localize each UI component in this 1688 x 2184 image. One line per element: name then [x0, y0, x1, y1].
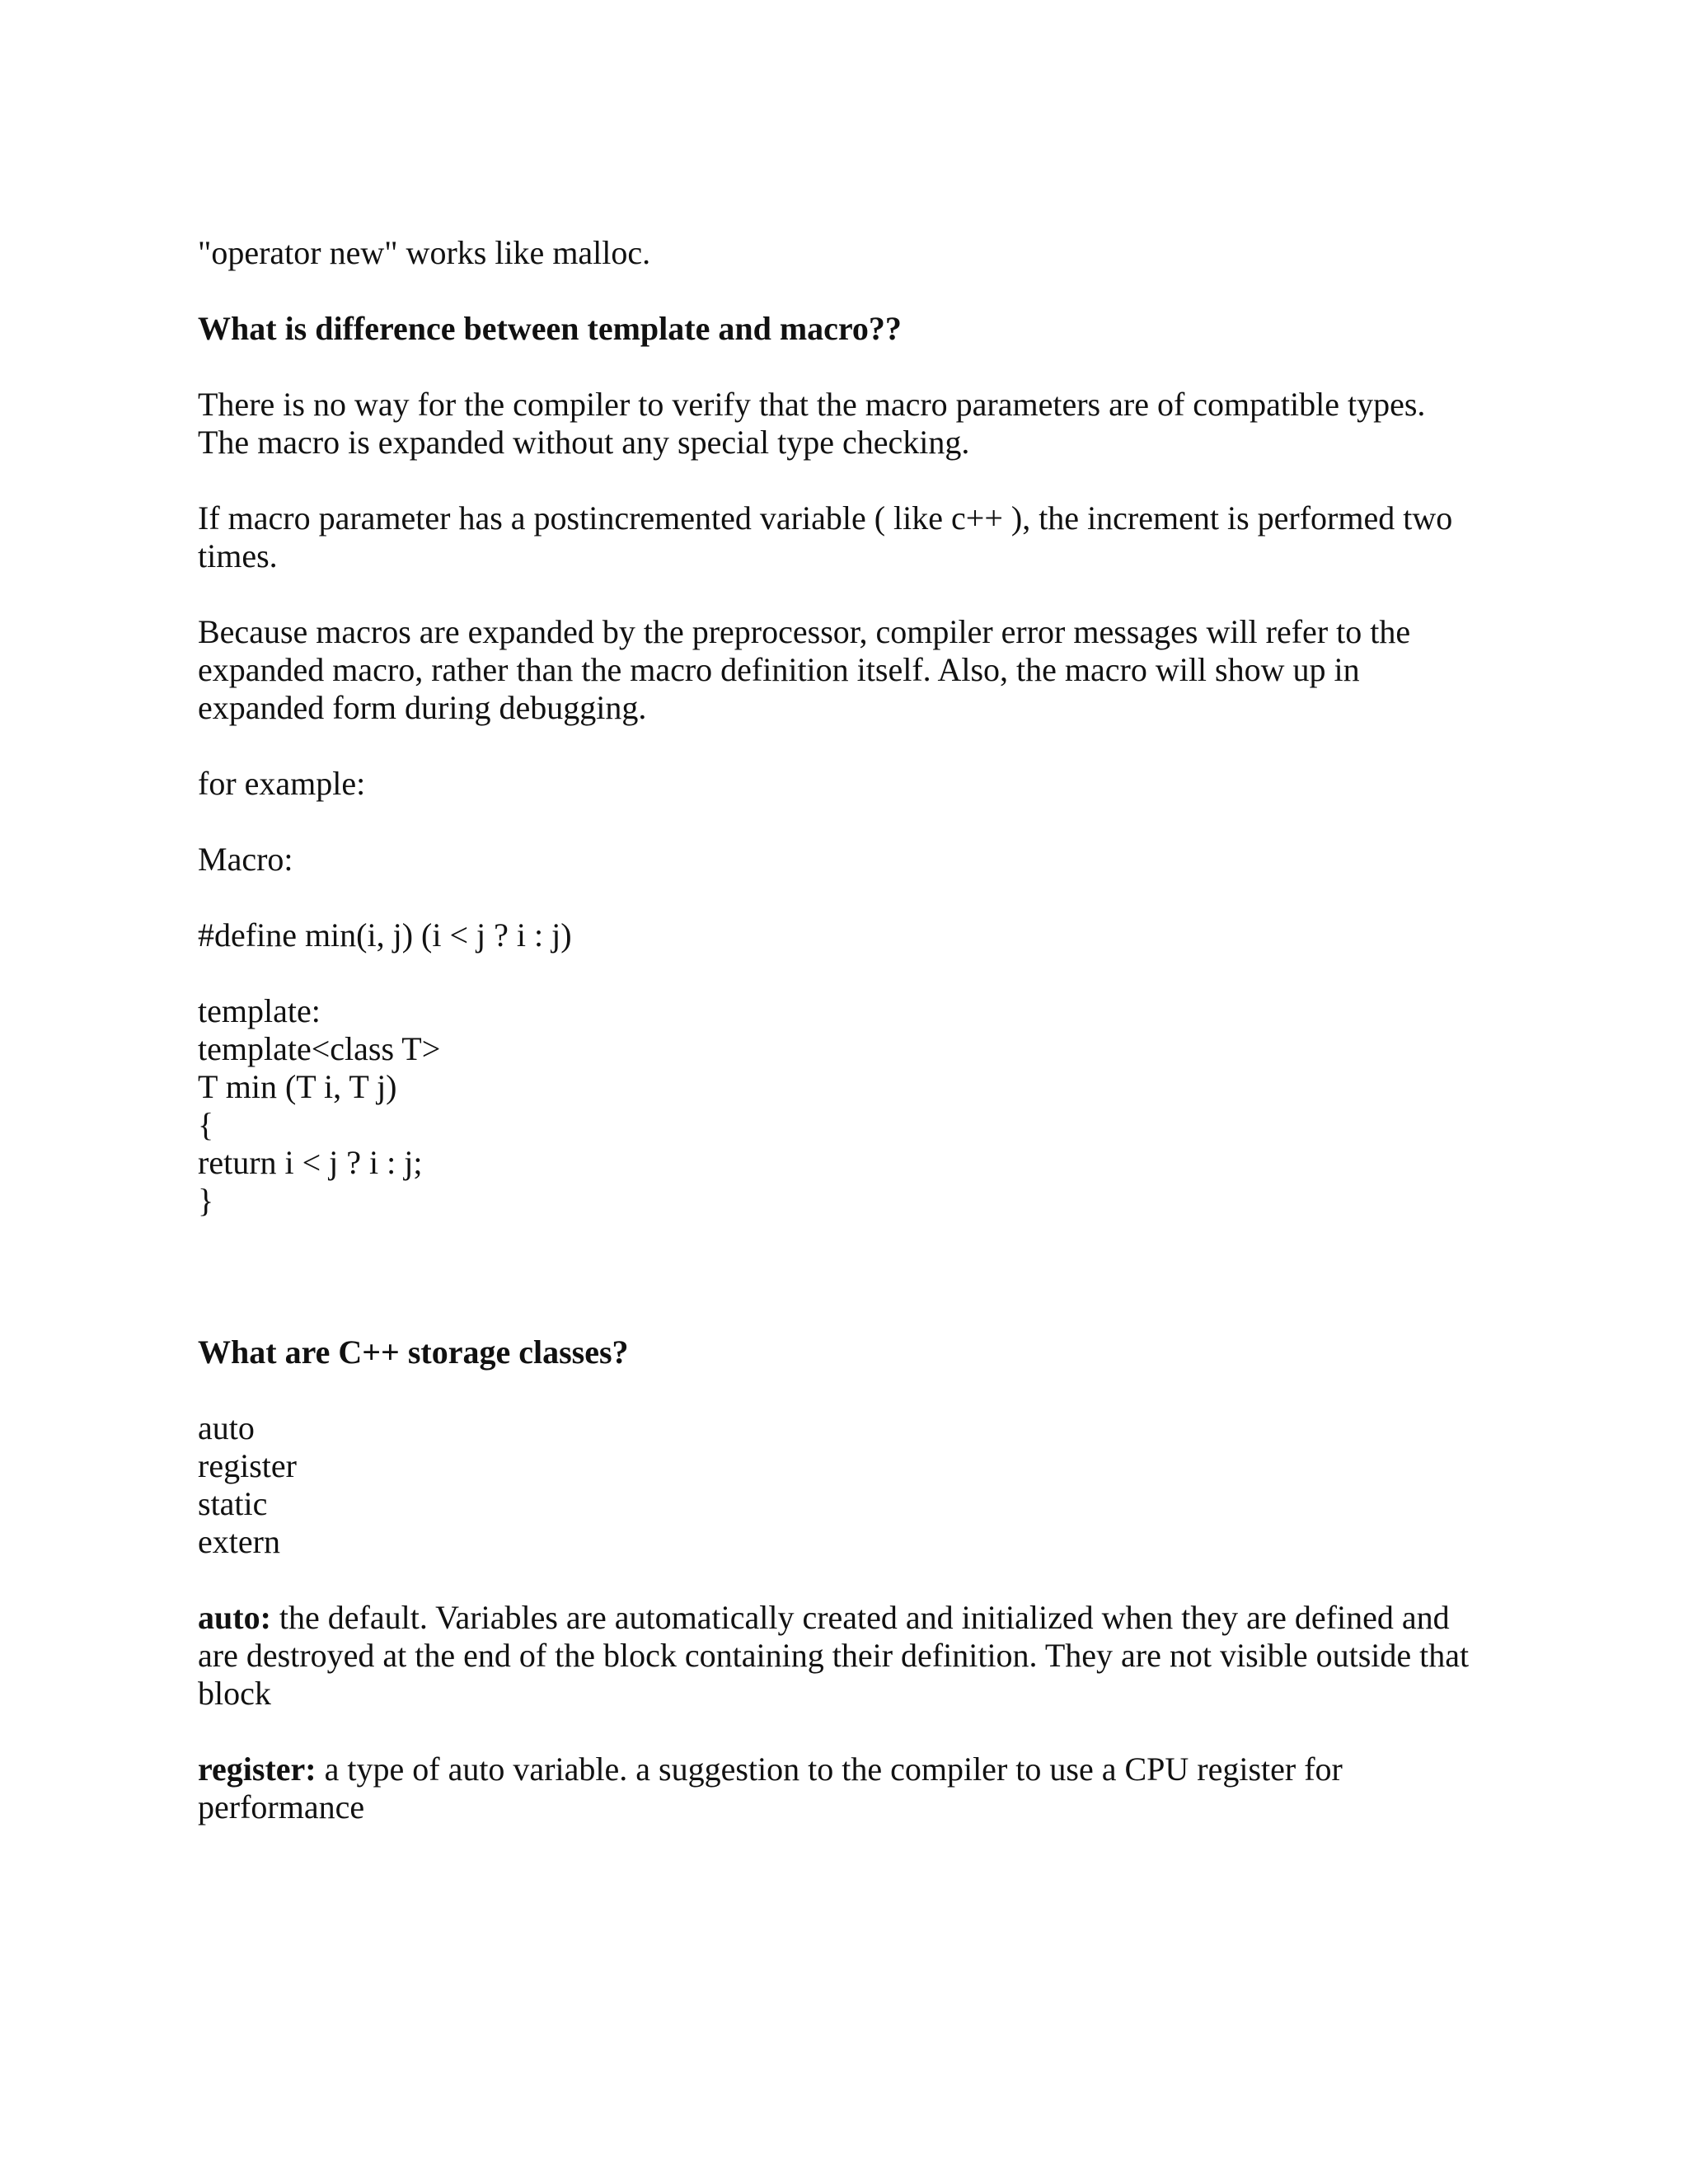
storage-class-item: static — [198, 1485, 268, 1522]
register-desc: a type of auto variable. a suggestion to the compiler to use a CPU register for — [316, 1750, 1343, 1788]
template-label: template: — [198, 992, 321, 1029]
auto-term: auto: — [198, 1599, 271, 1636]
auto-desc: the default. Variables are automatically created and initialized when they are defined and — [270, 1599, 1450, 1636]
template-code-line: { — [198, 1106, 214, 1143]
register-definition-line — [198, 1750, 1343, 1788]
paragraph-line: There is no way for the compiler to verify that the macro parameters are of compatible types. — [198, 386, 1426, 423]
template-code-line: T min (T i, T j) — [198, 1068, 397, 1105]
template-code-line: } — [198, 1182, 214, 1219]
macro-label: Macro: — [198, 841, 293, 878]
storage-class-item: auto — [198, 1409, 255, 1446]
paragraph-line: The macro is expanded without any special type checking. — [198, 424, 970, 461]
paragraph-line: If macro parameter has a postincremented variable ( like c++ ), the increment is performed two — [198, 499, 1453, 537]
template-code-line: template<class T> — [198, 1030, 441, 1067]
intro-text: "operator new" works like malloc. — [198, 234, 651, 271]
storage-class-item: register — [198, 1447, 297, 1484]
auto-definition-line — [198, 1599, 1450, 1637]
example-label: for example: — [198, 765, 366, 802]
storage-class-item: extern — [198, 1523, 280, 1560]
paragraph-line: times. — [198, 537, 278, 574]
auto-definition-line: block — [198, 1675, 271, 1712]
template-code-line: return i < j ? i : j; — [198, 1144, 423, 1181]
paragraph-line: expanded macro, rather than the macro definition itself. Also, the macro will show up in — [198, 651, 1360, 688]
heading-template-vs-macro: What is difference between template and macro?? — [198, 310, 902, 347]
register-term: register: — [198, 1750, 316, 1788]
paragraph-line: Because macros are expanded by the preprocessor, compiler error messages will refer to the — [198, 613, 1411, 650]
paragraph-line: expanded form during debugging. — [198, 689, 647, 726]
auto-definition-line: are destroyed at the end of the block containing their definition. They are not visible outside that — [198, 1637, 1470, 1674]
register-definition-line: performance — [198, 1788, 365, 1825]
macro-code: #define min(i, j) (i < j ? i : j) — [198, 916, 572, 954]
heading-storage-classes: What are C++ storage classes? — [198, 1333, 629, 1371]
